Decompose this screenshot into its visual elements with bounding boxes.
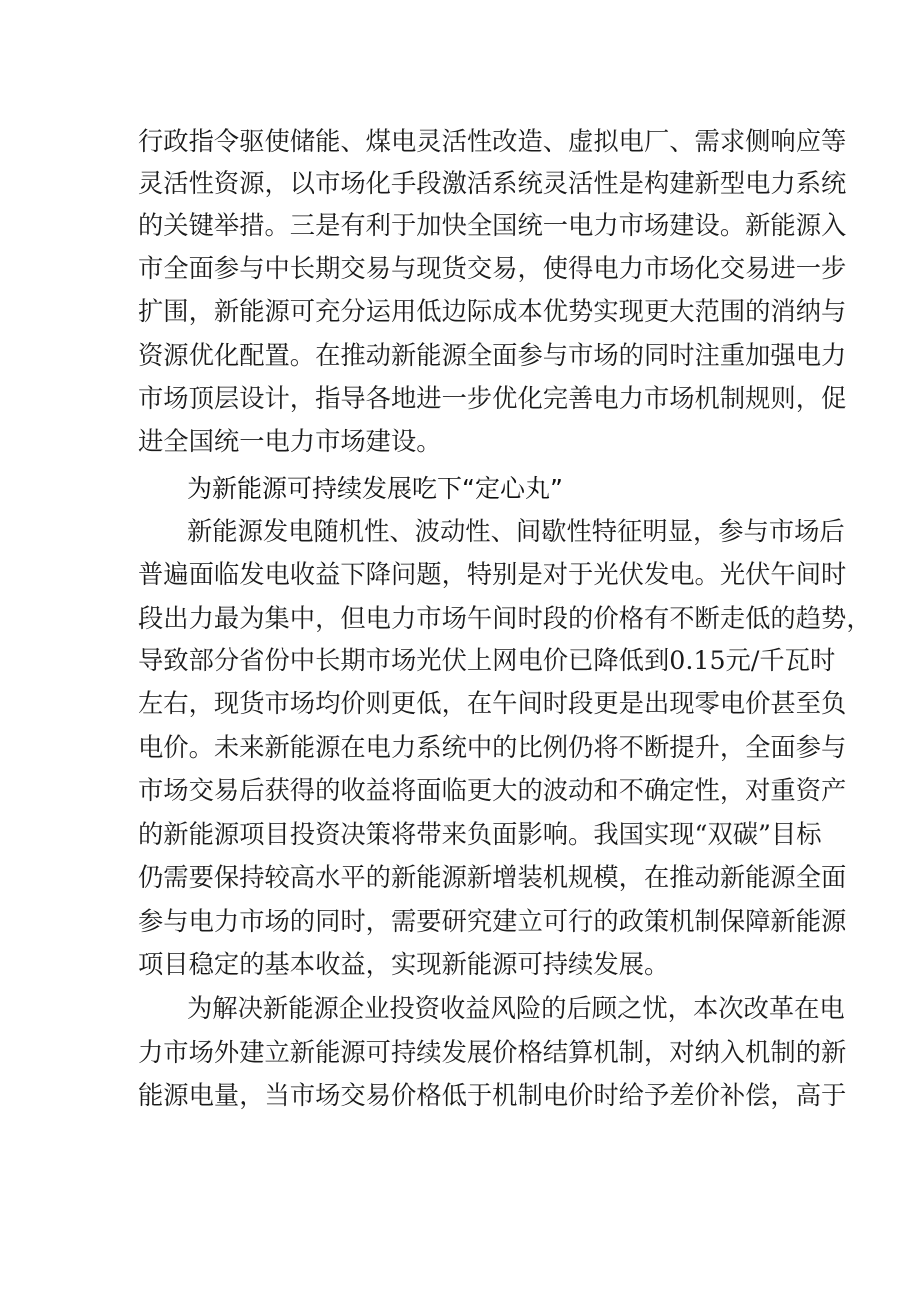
paragraph-2-line-7: 市场交易后获得的收益将面临更大的波动和不确定性，对重资产	[138, 776, 847, 805]
paragraph-1-line-4: 市全面参与中长期交易与现货交易，使得电力市场化交易进一步	[138, 254, 847, 283]
paragraph-2-line-6: 电价。未来新能源在电力系统中的比例仍将不断提升，全面参与	[138, 733, 847, 762]
paragraph-2-line-1: 新能源发电随机性、波动性、间歇性特征明显，参与市场后	[187, 517, 845, 546]
paragraph-2-line-2: 普遍面临发电收益下降问题，特别是对于光伏发电。光伏午间时	[138, 560, 847, 589]
paragraph-2-line-5: 左右，现货市场均价则更低，在午间时段更是出现零电价甚至负	[138, 689, 847, 718]
paragraph-2-line-4: 导致部分省份中长期市场光伏上网电价已降低到0.15元/千瓦时	[138, 646, 836, 675]
section-heading: 为新能源可持续发展吃下“定心丸”	[187, 474, 563, 503]
paragraph-2-line-11: 项目稳定的基本收益，实现新能源可持续发展。	[138, 950, 670, 979]
paragraph-2-line-9: 仍需要保持较高水平的新能源新增装机规模，在推动新能源全面	[138, 863, 847, 892]
paragraph-1-line-1: 行政指令驱使储能、煤电灵活性改造、虚拟电厂、需求侧响应等	[138, 127, 847, 156]
paragraph-1-line-5: 扩围，新能源可充分运用低边际成本优势实现更大范围的消纳与	[138, 297, 847, 326]
paragraph-2-line-8: 的新能源项目投资决策将带来负面影响。我国实现“双碳”目标	[138, 820, 822, 849]
paragraph-3-line-1: 为解决新能源企业投资收益风险的后顾之忧，本次改革在电	[187, 994, 845, 1023]
paragraph-1-line-3: 的关键举措。三是有利于加快全国统一电力市场建设。新能源入	[138, 211, 847, 240]
paragraph-2-line-10: 参与电力市场的同时，需要研究建立可行的政策机制保障新能源	[138, 907, 847, 936]
paragraph-1-line-2: 灵活性资源，以市场化手段激活系统灵活性是构建新型电力系统	[138, 169, 847, 198]
paragraph-1-line-6: 资源优化配置。在推动新能源全面参与市场的同时注重加强电力	[138, 341, 847, 370]
paragraph-2-line-3: 段出力最为集中，但电力市场午间时段的价格有不断走低的趋势，	[138, 604, 872, 633]
paragraph-3-line-2: 力市场外建立新能源可持续发展价格结算机制，对纳入机制的新	[138, 1038, 847, 1067]
paragraph-1-line-7: 市场顶层设计，指导各地进一步优化完善电力市场机制规则，促	[138, 384, 847, 413]
paragraph-3-line-3: 能源电量，当市场交易价格低于机制电价时给予差价补偿，高于	[138, 1081, 847, 1110]
paragraph-1-line-8: 进全国统一电力市场建设。	[138, 427, 442, 456]
